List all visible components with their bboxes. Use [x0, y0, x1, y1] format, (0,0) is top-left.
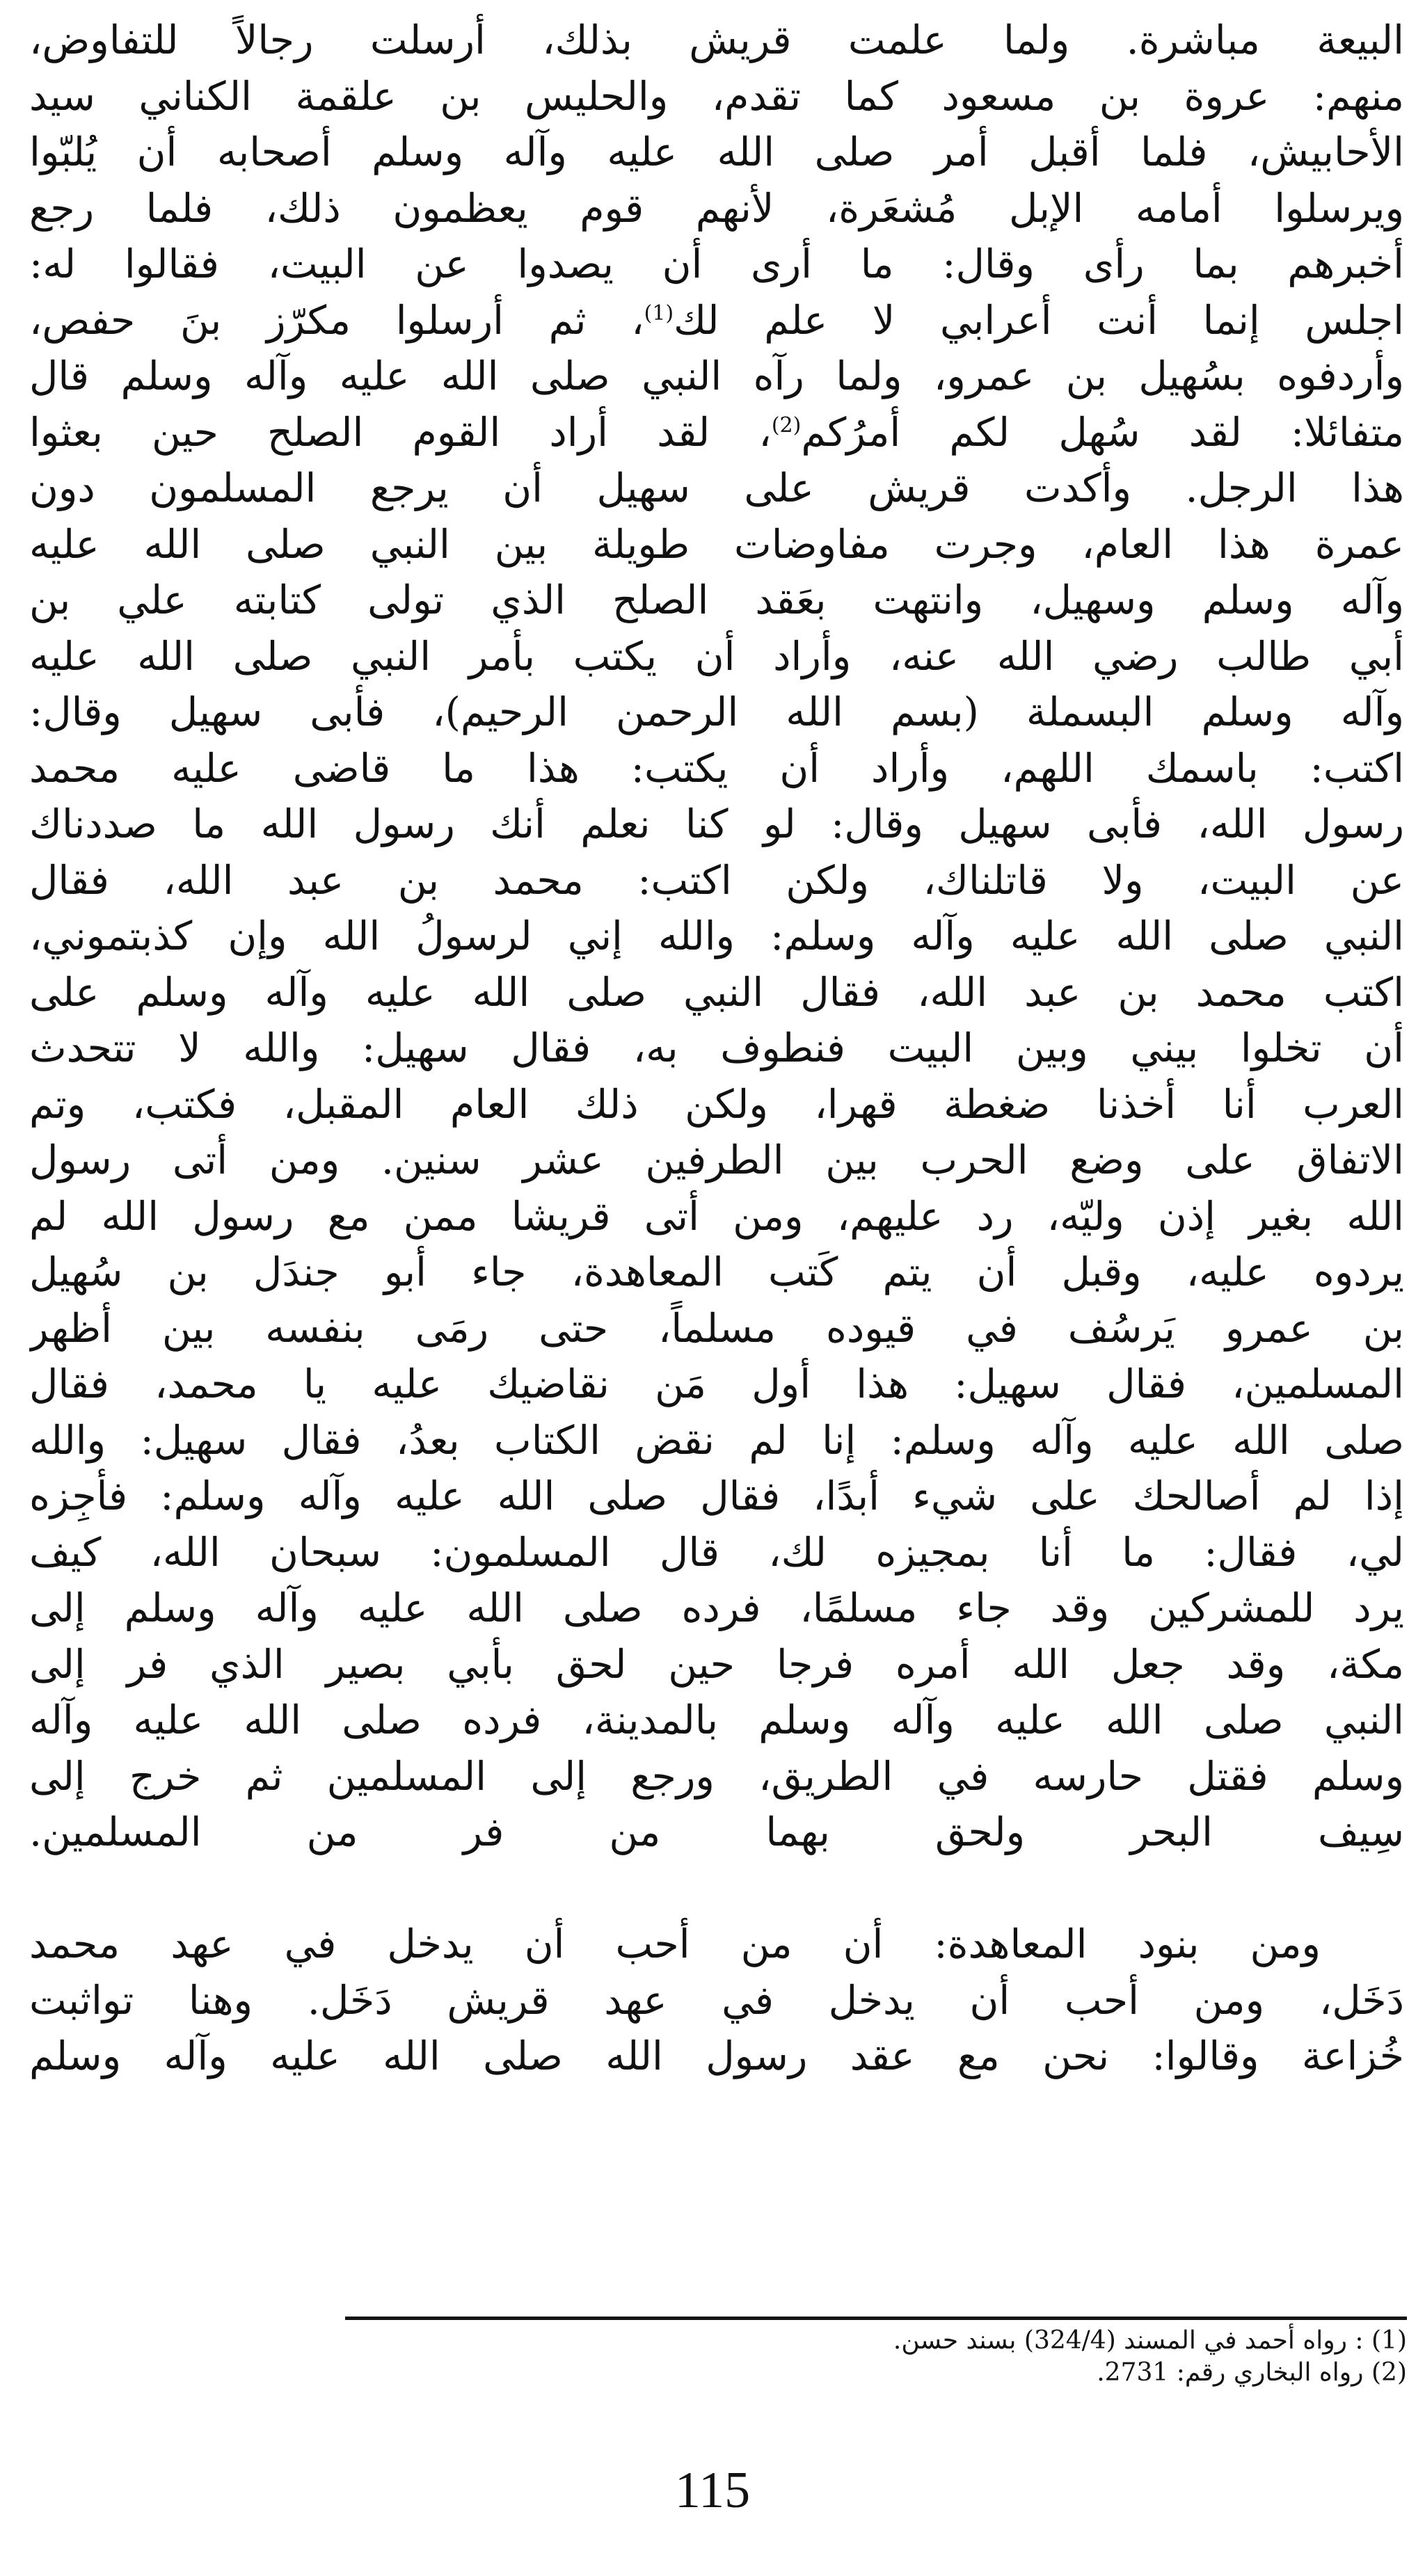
text-line: هذا الرجل. وأكدت قريش على سهيل أن يرجع المسلمون دون — [29, 465, 1404, 511]
text-line: اكتب: باسمك اللهم، وأراد أن يكتب: هذا ما قاضى عليه محمد — [29, 745, 1404, 792]
text-fragment: ، لقد أراد القوم الصلح حين بعثوا — [29, 409, 772, 456]
text-line: يردوه عليه، وقبل أن يتم كَتب المعاهدة، جاء أبو جندَل بن سُهيل — [29, 1249, 1404, 1295]
text-line: صلى الله عليه وآله وسلم: إنا لم نقض الكتاب بعدُ، فقال سهيل: والله — [29, 1417, 1404, 1464]
text-line: النبي صلى الله عليه وآله وسلم: والله إني لرسولُ الله وإن كذبتموني، — [29, 913, 1404, 959]
text-line: عن البيت، ولا قاتلناك، ولكن اكتب: محمد بن عبد الله، فقال — [29, 857, 1404, 904]
text-line: عمرة هذا العام، وجرت مفاوضات طويلة بين النبي صلى الله عليه — [29, 521, 1404, 568]
footnote-separator — [345, 2317, 1407, 2320]
footnote-reference: (1) — [644, 301, 674, 326]
text-line: أبي طالب رضي الله عنه، وأراد أن يكتب بأمر النبي صلى الله عليه — [29, 633, 1404, 680]
text-line: الاتفاق على وضع الحرب بين الطرفين عشر سنين. ومن أتى رسول — [29, 1137, 1404, 1183]
text-line: إذا لم أصالحك على شيء أبدًا، فقال صلى الله عليه وآله وسلم: فأجِزه — [29, 1473, 1404, 1519]
text-line: لي، فقال: ما أنا بمجيزه لك، قال المسلمون: سبحان الله، كيف — [29, 1529, 1404, 1576]
text-line: النبي صلى الله عليه وآله وسلم بالمدينة، فرده صلى الله عليه وآله — [29, 1697, 1404, 1743]
text-line — [29, 293, 1404, 349]
text-line: وسلم فقتل حارسه في الطريق، ورجع إلى المسلمين ثم خرج إلى — [29, 1753, 1404, 1800]
text-line: البيعة مباشرة. ولما علمت قريش بذلك، أرسلت رجالاً للتفاوض، — [29, 17, 1404, 63]
text-line: ومن بنود المعاهدة: أن من أحب أن يدخل في عهد محمد — [29, 1921, 1321, 1967]
text-fragment: اجلس إنما أنت أعرابي لا علم لك — [674, 297, 1404, 344]
text-line — [29, 1861, 1404, 1917]
footnote: (2) رواه البخاري رقم: 2731. — [1097, 2358, 1407, 2387]
text-line: وآله وسلم وسهيل، وانتهت بعَقد الصلح الذي تولى كتابته علي بن — [29, 577, 1404, 623]
text-fragment: متفائلا: لقد سُهل لكم أمرُكم — [801, 409, 1404, 456]
text-line — [29, 405, 1404, 461]
text-line: مكة، وقد جعل الله أمره فرجا حين لحق بأبي بصير الذي فر إلى — [29, 1641, 1404, 1688]
text-line: اكتب محمد بن عبد الله، فقال النبي صلى الله عليه وآله وسلم على — [29, 969, 1404, 1016]
text-line: رسول الله، فأبى سهيل وقال: لو كنا نعلم أنك رسول الله ما صددناك — [29, 801, 1404, 847]
text-line: وآله وسلم البسملة (بسم الله الرحمن الرحيم)، فأبى سهيل وقال: — [29, 689, 1404, 735]
footnote: (1) : رواه أحمد في المسند (324/4) بسند حسن. — [893, 2326, 1407, 2355]
text-line: يرد للمشركين وقد جاء مسلمًا، فرده صلى الله عليه وآله وسلم إلى — [29, 1585, 1404, 1631]
body-text — [29, 13, 1404, 2085]
text-line: الله بغير إذن وليّه، رد عليهم، ومن أتى قريشا ممن مع رسول الله لم — [29, 1193, 1404, 1240]
footnote-reference: (2) — [771, 413, 802, 438]
text-line: بن عمرو يَرسُف في قيوده مسلماً، حتى رمَى بنفسه بين أظهر — [29, 1305, 1404, 1352]
text-line: وأردفوه بسُهيل بن عمرو، ولما رآه النبي صلى الله عليه وآله وسلم قال — [29, 353, 1404, 399]
text-fragment: ، ثم أرسلوا مكرّز بنَ حفص، — [29, 297, 644, 344]
text-line: الأحابيش، فلما أقبل أمر صلى الله عليه وآله وسلم أصحابه أن يُلبّوا — [29, 129, 1404, 175]
text-line: دَخَل، ومن أحب أن يدخل في عهد قريش دَخَل. وهنا تواثبت — [29, 1977, 1404, 2024]
text-line: منهم: عروة بن مسعود كما تقدم، والحليس بن علقمة الكناني سيد — [29, 73, 1404, 120]
text-line: ويرسلوا أمامه الإبل مُشعَرة، لأنهم قوم يعظمون ذلك، فلما رجع — [29, 185, 1404, 232]
text-line: سِيف البحر ولحق بهما من فر من المسلمين. — [29, 1809, 1404, 1855]
footnotes — [345, 2325, 1407, 2389]
text-line: أخبرهم بما رأى وقال: ما أرى أن يصدوا عن البيت، فقالوا له: — [29, 241, 1404, 287]
text-line: المسلمين، فقال سهيل: هذا أول مَن نقاضيك عليه يا محمد، فقال — [29, 1361, 1404, 1407]
text-line: خُزاعة وقالوا: نحن مع عقد رسول الله صلى الله عليه وآله وسلم — [29, 2033, 1404, 2079]
page-number: 115 — [674, 2462, 751, 2519]
text-line: أن تخلوا بيني وبين البيت فنطوف به، فقال سهيل: والله لا تتحدث — [29, 1025, 1404, 1071]
text-line: العرب أنا أخذنا ضغطة قهرا، ولكن ذلك العام المقبل، فكتب، وتم — [29, 1081, 1404, 1128]
